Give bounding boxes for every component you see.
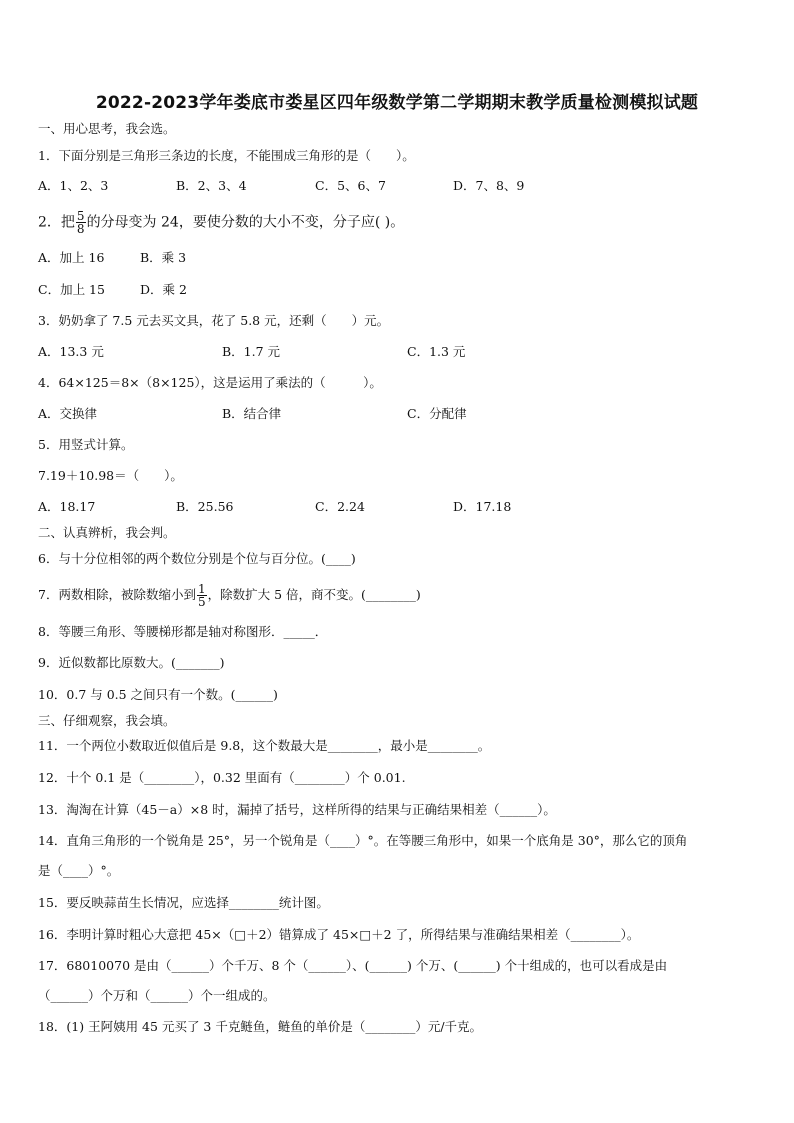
q7-prefix: 7．两数相除，被除数缩小到 [38,587,196,602]
q2-prefix: 2．把 [38,214,75,231]
q7-numerator: 1 [197,582,206,596]
q4-option-a: A．交换律 [38,406,98,421]
question-1: 1．下面分别是三角形三条边的长度，不能围成三角形的是（ ）。 [38,148,415,163]
question-7 [38,583,421,608]
q4-option-c: C．分配律 [407,406,467,421]
section-1-heading: 一、用心思考，我会选。 [38,121,176,136]
q5-option-b: B．25.56 [176,499,234,514]
q7-fraction [197,583,207,608]
page-title: 2022-2023学年娄底市娄星区四年级数学第二学期期末教学质量检测模拟试题 [95,93,699,113]
q2-option-c: C．加上 15 [38,282,105,297]
question-11: 11．一个两位小数取近似值后是 9.8，这个数最大是________，最小是________。 [38,738,491,753]
q2-option-d: D．乘 2 [140,282,187,297]
q2-fraction [76,210,86,235]
q7-suffix: ，除数扩大 5 倍，商不变。(________) [207,587,421,602]
q5-expression: 7.19＋10.98＝（ ）。 [38,468,183,483]
question-4: 4．64×125＝8×（8×125），这是运用了乘法的（ ）。 [38,375,382,390]
question-8: 8．等腰三角形、等腰梯形都是轴对称图形．_____． [38,624,328,639]
question-10: 10．0.7 与 0.5 之间只有一个数。(______) [38,687,278,702]
q3-option-a: A．13.3 元 [38,344,104,359]
question-9: 9．近似数都比原数大。(_______) [38,655,225,670]
q1-option-a: A．1、2、3 [38,178,109,193]
q1-option-b: B．2、3、4 [176,178,247,193]
section-3-heading: 三、仔细观察，我会填。 [38,713,176,728]
question-5: 5．用竖式计算。 [38,437,134,452]
q5-option-c: C．2.24 [315,499,365,514]
question-12: 12．十个 0.1 是（________），0.32 里面有（________）个 0.01. [38,770,406,785]
question-17-line-2: （______）个万和（______）个一组成的。 [38,988,276,1003]
q2-suffix: 的分母变为 24，要使分数的大小不变，分子应( )。 [86,214,405,231]
question-18: 18．(1) 王阿姨用 45 元买了 3 千克鲢鱼，鲢鱼的单价是（________）元/千克。 [38,1019,483,1034]
question-15: 15．要反映蒜苗生长情况，应选择________统计图。 [38,895,329,910]
question-14-line-2: 是（____）°。 [38,863,120,878]
q3-option-b: B．1.7 元 [222,344,281,359]
question-17-line-1: 17．68010070 是由（______）个千万、8 个（______）、(______) 个万、(______) 个十组成的，也可以看成是由 [38,958,668,973]
q2-option-a: A．加上 16 [38,250,105,265]
question-13: 13．淘淘在计算（45－a）×8 时，漏掉了括号，这样所得的结果与正确结果相差（______）。 [38,802,556,817]
question-16: 16．李明计算时粗心大意把 45×（□＋2）错算成了 45×□＋2 了，所得结果与准确结果相差（________）。 [38,927,640,942]
question-2 [38,210,404,235]
q2-denominator: 8 [76,222,85,236]
q5-option-a: A．18.17 [38,499,96,514]
q2-numerator: 5 [76,209,85,223]
section-2-heading: 二、认真辨析，我会判。 [38,525,176,540]
q3-option-c: C．1.3 元 [407,344,466,359]
question-6: 6．与十分位相邻的两个数位分别是个位与百分位。(____) [38,551,356,566]
q4-option-b: B．结合律 [222,406,282,421]
q5-option-d: D．17.18 [453,499,512,514]
q1-option-d: D．7、8、9 [453,178,525,193]
question-14-line-1: 14．直角三角形的一个锐角是 25°，另一个锐角是（____）°。在等腰三角形中，如果一个底角是 30°，那么它的顶角 [38,833,688,848]
question-3: 3．奶奶拿了 7.5 元去买文具，花了 5.8 元，还剩（ ）元。 [38,313,390,328]
q1-option-c: C．5、6、7 [315,178,386,193]
q7-denominator: 5 [197,595,206,609]
q2-option-b: B．乘 3 [140,250,187,265]
